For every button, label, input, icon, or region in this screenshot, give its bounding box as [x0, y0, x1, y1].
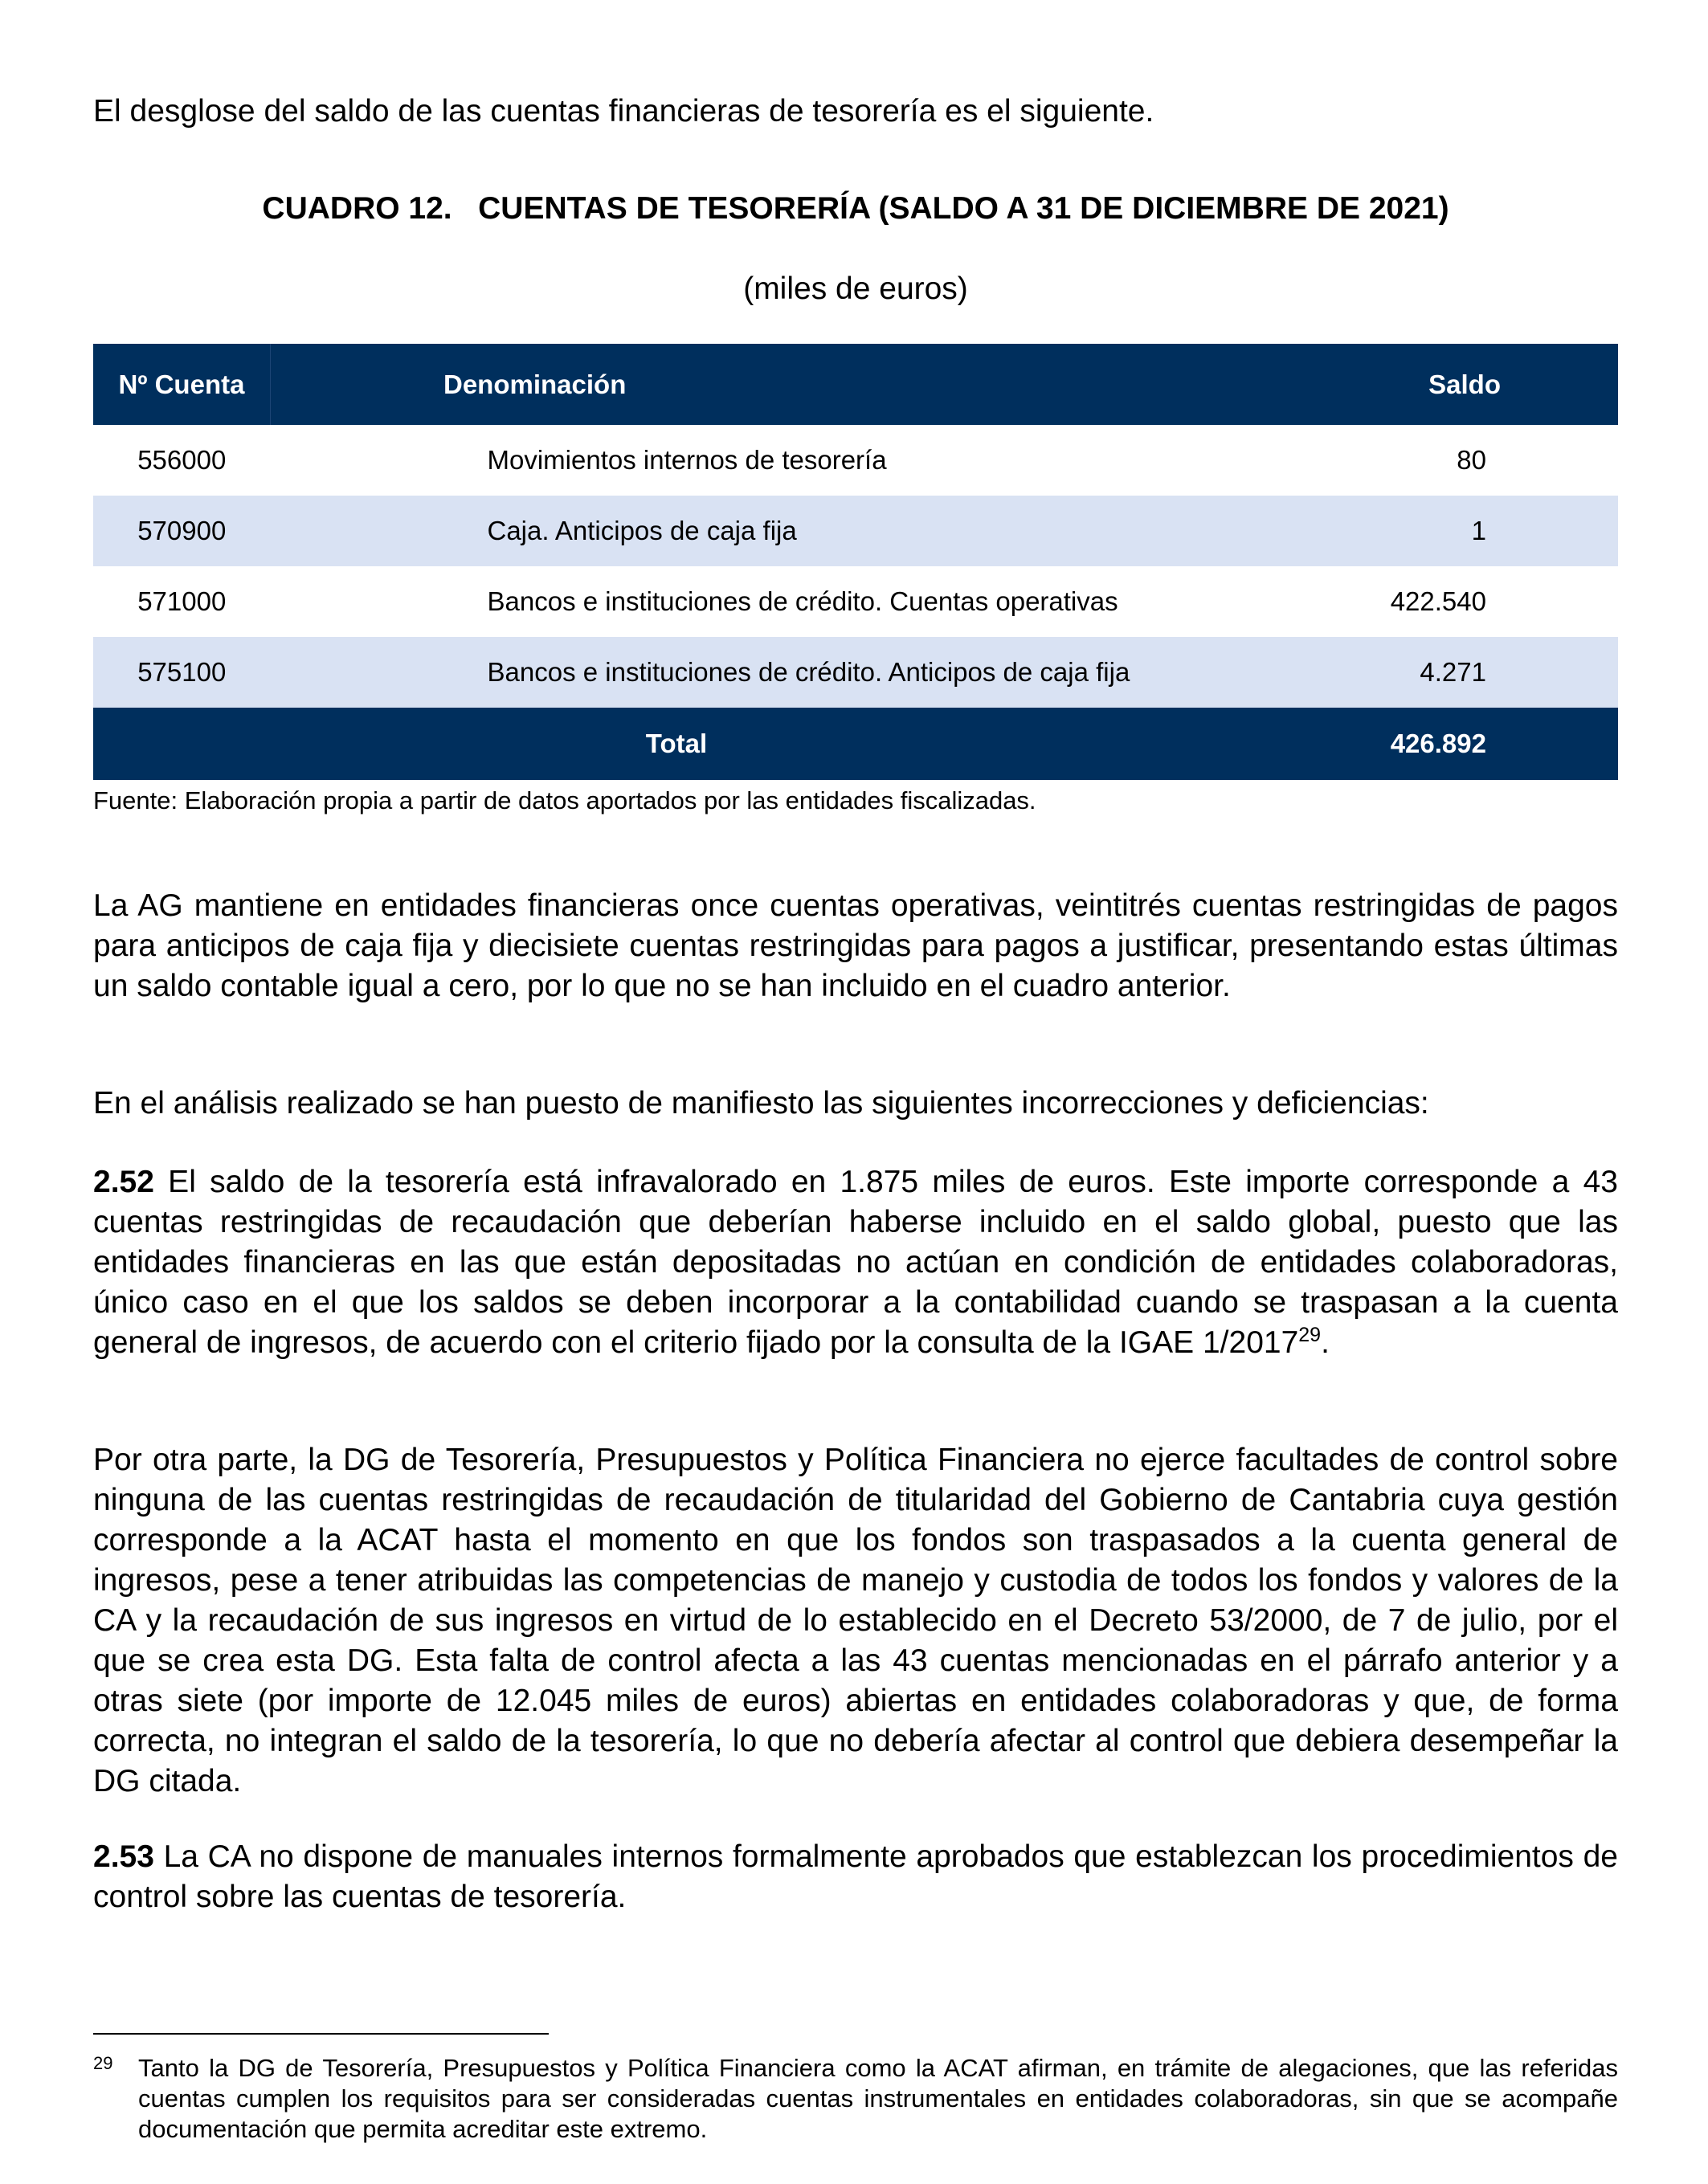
account-number-cell: 570900	[93, 496, 271, 566]
treasury-accounts-table	[93, 344, 1618, 780]
table-units: (miles de euros)	[743, 271, 968, 306]
table-title: CUADRO 12. CUENTAS DE TESORERÍA (SALDO A 31 DE DICIEMBRE DE 2021)	[262, 191, 1449, 226]
table-row	[93, 496, 1618, 566]
footnote-reference-29[interactable]: 29	[1298, 1324, 1322, 1346]
table-header-row	[93, 344, 1618, 425]
header-account-number: Nº Cuenta	[93, 344, 271, 425]
footnote-separator	[93, 2033, 549, 2035]
paragraph-2-52-text: El saldo de la tesorería está infravalorado en 1.875 miles de euros. Este importe corresponde a 43 cuentas restringidas de recaudación que deberían haberse incluido en el saldo global, puesto que las entidades financieras en las que están depositadas no actúan en condición de entidades colaboradoras, único caso en el que los saldos se deben incorporar a la contabilidad cuando se traspasan a la cuenta general de ingresos, de acuerdo con el criterio fijado por la consulta de la IGAE 1/2017	[93, 1165, 1618, 1360]
total-label: Total	[93, 708, 1260, 780]
footnote-text: Tanto la DG de Tesorería, Presupuestos y Política Financiera como la ACAT afirman, en trámite de alegaciones, que las referidas cuentas cumplen los requisitos para ser consideradas cuentas instrumentales en entidades colaboradoras, sin que se acompañe documentación que permita acreditar este extremo.	[138, 2054, 1618, 2143]
balance-cell: 4.271	[1260, 637, 1618, 708]
table-total-row	[93, 708, 1618, 780]
account-name-cell: Bancos e instituciones de crédito. Cuentas operativas	[487, 586, 1118, 616]
table-row	[93, 425, 1618, 496]
account-number-cell: 571000	[137, 586, 227, 616]
account-name-cell: Caja. Anticipos de caja fija	[271, 496, 1261, 566]
paragraph-2-53-text: La CA no dispone de manuales internos formalmente aprobados que establezcan los procedimientos de control sobre las cuentas de tesorería.	[93, 1839, 1618, 1914]
paragraph-2-52	[93, 1162, 1618, 1363]
footnote-29	[93, 2053, 1618, 2145]
table-row	[93, 566, 1618, 637]
balance-cell: 422.540	[1390, 586, 1486, 616]
account-name-cell: Movimientos internos de tesorería	[487, 445, 887, 475]
account-number-cell: 575100	[93, 637, 271, 708]
paragraph-findings-intro: En el análisis realizado se han puesto de manifiesto las siguientes incorrecciones y deficiencias:	[93, 1086, 1429, 1121]
account-number-cell: 556000	[137, 445, 227, 475]
account-name-cell: Bancos e instituciones de crédito. Anticipos de caja fija	[271, 637, 1261, 708]
balance-cell: 1	[1260, 496, 1618, 566]
intro-paragraph: El desglose del saldo de las cuentas financieras de tesorería es el siguiente.	[93, 94, 1154, 129]
paragraph-accounts-summary: La AG mantiene en entidades financieras once cuentas operativas, veintitrés cuentas restringidas de pagos para anticipos de caja fija y diecisiete cuentas restringidas para pagos a justificar, presentando estas últimas un saldo contable igual a cero, por lo que no se han incluido en el cuadro anterior.	[93, 888, 1618, 1003]
header-name	[271, 344, 1261, 425]
footnote-mark: 29	[93, 2053, 113, 2073]
header-balance: Saldo	[1260, 344, 1618, 425]
table-source-note: Fuente: Elaboración propia a partir de datos aportados por las entidades fiscalizadas.	[93, 786, 1036, 814]
total-balance: 426.892	[1260, 708, 1618, 780]
section-number-2-52: 2.52	[93, 1165, 154, 1199]
paragraph-2-53	[93, 1837, 1618, 1917]
paragraph-2-52-end: .	[1321, 1325, 1330, 1360]
section-number-2-53: 2.53	[93, 1839, 154, 1874]
table-row	[93, 637, 1618, 708]
paragraph-control-deficiency: Por otra parte, la DG de Tesorería, Presupuestos y Política Financiera no ejerce facultades de control sobre ninguna de las cuentas restringidas de recaudación de titularidad del Gobierno de Cantabria cuya gestión corresponde a la ACAT hasta el momento en que los fondos son traspasados a la cuenta general de ingresos, pese a tener atribuidas las competencias de manejo y custodia de todos los fondos y valores de la CA y la recaudación de sus ingresos en virtud de lo establecido en el Decreto 53/2000, de 7 de julio, por el que se crea esta DG. Esta falta de control afecta a las 43 cuentas mencionadas en el párrafo anterior y a otras siete (por importe de 12.045 miles de euros) abiertas en entidades colaboradoras y que, de forma correcta, no integran el saldo de la tesorería, lo que no debería afectar al control que debiera desempeñar la DG citada.	[93, 1443, 1618, 1798]
balance-cell: 80	[1457, 445, 1486, 475]
header-name-label: Denominación	[443, 369, 627, 399]
